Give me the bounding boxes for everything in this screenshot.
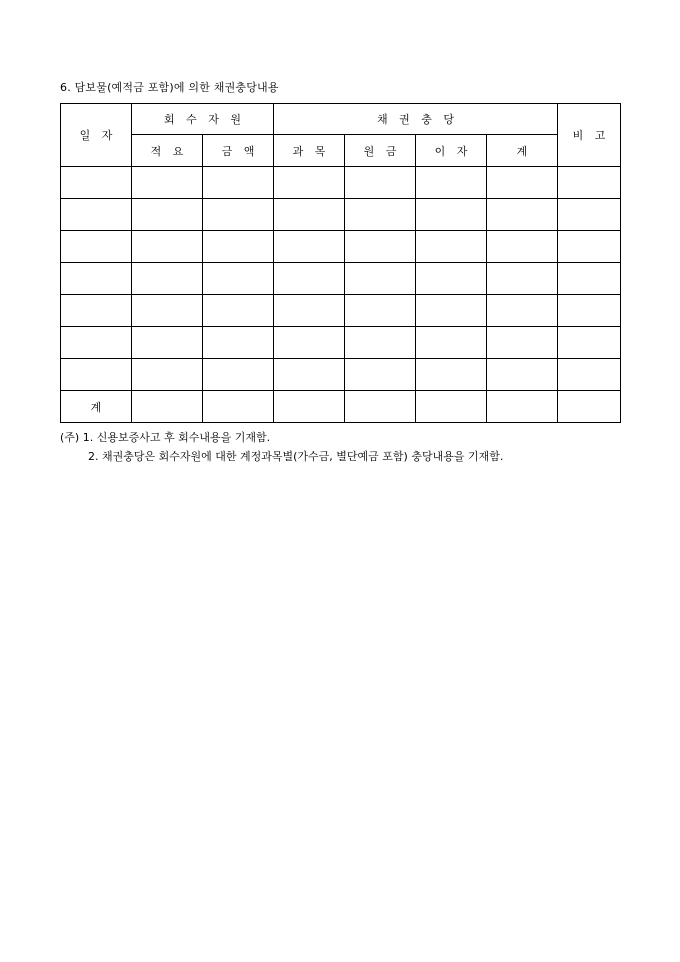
table-cell[interactable]	[416, 263, 487, 295]
table-cell[interactable]	[558, 359, 621, 391]
table-cell[interactable]	[558, 231, 621, 263]
table-cell[interactable]	[274, 199, 345, 231]
table-cell[interactable]	[558, 199, 621, 231]
header-claim-allocation: 채 권 충 당	[274, 104, 558, 135]
table-cell[interactable]	[203, 231, 274, 263]
table-cell[interactable]	[61, 231, 132, 263]
footnote-1: (주) 1. 신용보증사고 후 회수내용을 기재함.	[60, 431, 271, 444]
table-cell[interactable]	[345, 231, 416, 263]
table-cell[interactable]	[487, 167, 558, 199]
table-cell[interactable]	[487, 295, 558, 327]
table-cell[interactable]	[132, 231, 203, 263]
header-account: 과 목	[274, 135, 345, 167]
table-cell[interactable]	[487, 359, 558, 391]
table-row	[61, 295, 621, 327]
table-cell[interactable]	[487, 263, 558, 295]
table-row	[61, 231, 621, 263]
header-date: 일 자	[61, 104, 132, 167]
header-remarks: 비 고	[558, 104, 621, 167]
table-cell[interactable]	[203, 263, 274, 295]
table-row	[61, 327, 621, 359]
table-cell[interactable]	[416, 359, 487, 391]
footnotes	[60, 428, 503, 466]
table-cell[interactable]	[132, 167, 203, 199]
table-cell[interactable]	[132, 327, 203, 359]
table-cell[interactable]	[203, 391, 274, 423]
header-recovery-resources: 회 수 자 원	[132, 104, 274, 135]
table-cell[interactable]	[487, 199, 558, 231]
table-cell[interactable]	[558, 167, 621, 199]
table-cell[interactable]	[416, 231, 487, 263]
table-cell[interactable]	[558, 391, 621, 423]
table-cell[interactable]	[345, 263, 416, 295]
table-cell[interactable]	[558, 263, 621, 295]
table-row	[61, 199, 621, 231]
table-cell[interactable]	[203, 295, 274, 327]
table-cell[interactable]	[132, 391, 203, 423]
header-amount: 금 액	[203, 135, 274, 167]
header-summary: 적 요	[132, 135, 203, 167]
table-cell[interactable]	[274, 295, 345, 327]
table-cell[interactable]	[487, 327, 558, 359]
table-row	[61, 167, 621, 199]
table-cell[interactable]	[132, 295, 203, 327]
header-interest: 이 자	[416, 135, 487, 167]
claim-allocation-table	[60, 103, 621, 423]
table-cell[interactable]	[61, 359, 132, 391]
header-subtotal: 계	[487, 135, 558, 167]
table-cell[interactable]	[61, 199, 132, 231]
table-cell[interactable]	[274, 231, 345, 263]
table-cell[interactable]	[61, 295, 132, 327]
table-cell[interactable]	[345, 391, 416, 423]
table-cell[interactable]	[203, 359, 274, 391]
header-principal: 원 금	[345, 135, 416, 167]
table-cell[interactable]	[345, 359, 416, 391]
footnote-2: 2. 채권충당은 회수자원에 대한 계정과목별(가수금, 별단예금 포함) 충당내용을 기재함.	[88, 450, 504, 463]
table-cell[interactable]	[132, 359, 203, 391]
table-cell[interactable]	[345, 167, 416, 199]
table-cell[interactable]	[203, 199, 274, 231]
table-cell[interactable]	[274, 359, 345, 391]
table-cell[interactable]	[416, 327, 487, 359]
table-cell[interactable]	[274, 167, 345, 199]
table-cell[interactable]	[61, 167, 132, 199]
table-cell[interactable]	[274, 391, 345, 423]
table-cell[interactable]	[203, 167, 274, 199]
table-cell[interactable]	[132, 263, 203, 295]
table-cell[interactable]	[416, 391, 487, 423]
table-cell[interactable]	[487, 391, 558, 423]
table-cell[interactable]	[558, 327, 621, 359]
table-cell[interactable]	[61, 263, 132, 295]
table-cell[interactable]	[132, 199, 203, 231]
total-label: 계	[61, 391, 132, 423]
table-row	[61, 359, 621, 391]
total-row	[61, 391, 621, 423]
table-cell[interactable]	[274, 263, 345, 295]
table-row	[61, 263, 621, 295]
table-cell[interactable]	[345, 327, 416, 359]
table-cell[interactable]	[416, 167, 487, 199]
table-cell[interactable]	[487, 231, 558, 263]
table-cell[interactable]	[61, 327, 132, 359]
table-cell[interactable]	[345, 295, 416, 327]
table-cell[interactable]	[416, 199, 487, 231]
table-cell[interactable]	[345, 199, 416, 231]
table-cell[interactable]	[558, 295, 621, 327]
table-cell[interactable]	[203, 327, 274, 359]
table-cell[interactable]	[416, 295, 487, 327]
section-title: 6. 담보물(예적금 포함)에 의한 채권충당내용	[60, 81, 279, 94]
table-cell[interactable]	[274, 327, 345, 359]
